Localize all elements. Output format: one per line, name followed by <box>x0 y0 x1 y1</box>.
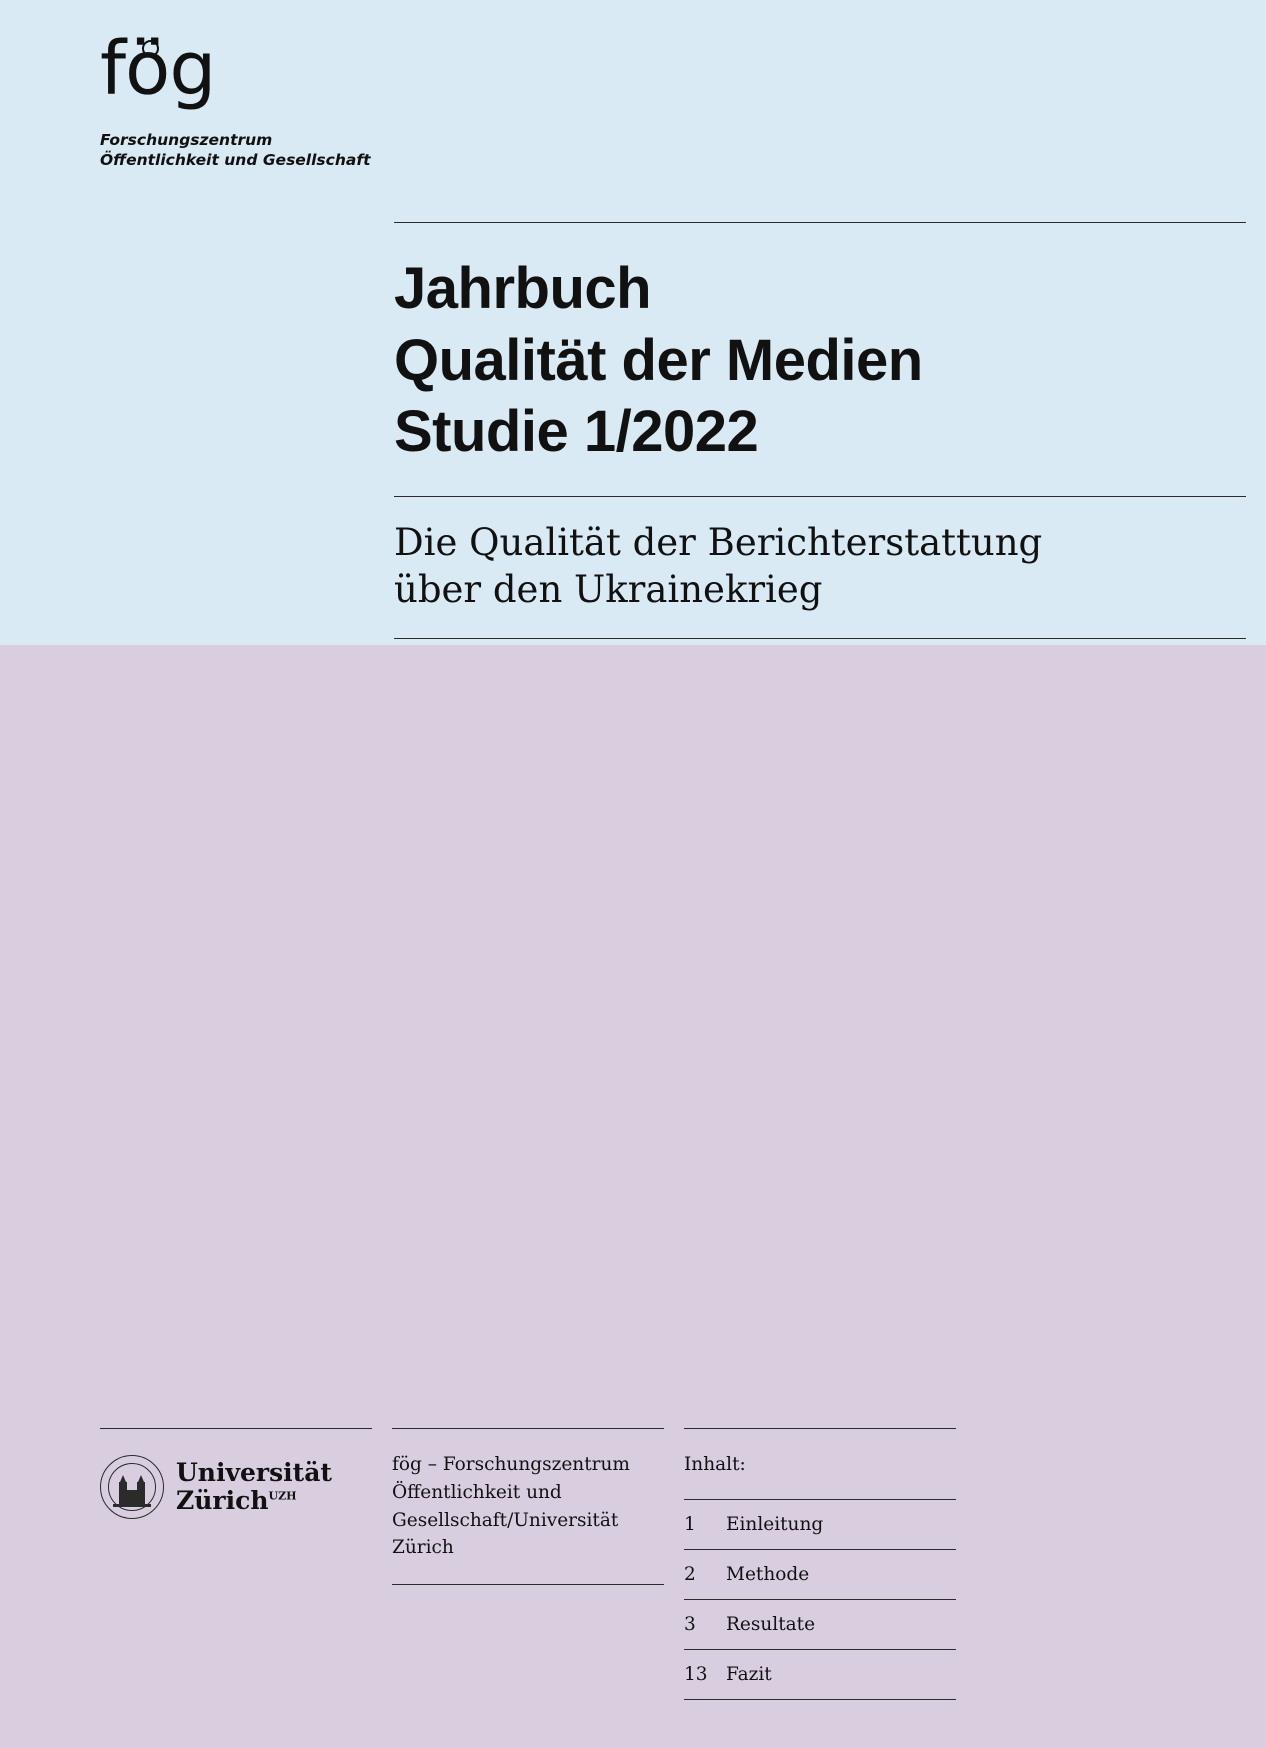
foeg-ring-icon <box>142 40 159 57</box>
institute-address-line3: Gesellschaft/Universität <box>392 1509 619 1531</box>
toc-entry[interactable] <box>684 1600 956 1649</box>
uzh-wordmark-line1: Universität <box>176 1458 332 1487</box>
toc-entry-title: Einleitung <box>726 1513 824 1535</box>
toc-entry[interactable] <box>684 1550 956 1599</box>
institute-address <box>392 1451 664 1562</box>
toc-entry[interactable] <box>684 1500 956 1549</box>
uzh-wordmark-superscript: UZH <box>268 1489 297 1503</box>
footer-institute-column <box>392 1428 664 1585</box>
toc-entry-number: 13 <box>684 1663 708 1685</box>
toc-entry[interactable] <box>684 1650 956 1699</box>
page-subtitle-line1: Die Qualität der Berichterstattung <box>394 520 1043 564</box>
footer-university-column <box>100 1428 372 1519</box>
foeg-logo <box>100 26 400 171</box>
toc-entry-number: 1 <box>684 1513 696 1535</box>
page-title <box>394 253 1246 468</box>
toc-rule-top <box>684 1428 956 1429</box>
toc-entry-number: 2 <box>684 1563 696 1585</box>
footer <box>100 1428 1166 1700</box>
uzh-wordmark <box>176 1459 332 1515</box>
foeg-logo-subtitle <box>100 130 400 171</box>
institute-address-line2: Öffentlichkeit und <box>392 1481 562 1503</box>
title-rule-middle <box>394 496 1246 497</box>
institute-address-line1: fög – Forschungszentrum <box>392 1454 630 1475</box>
uzh-seal-nave <box>125 1490 139 1504</box>
toc-entry-title: Fazit <box>726 1663 772 1685</box>
page-title-line2: Qualität der Medien <box>394 327 923 393</box>
foeg-wordmark-text: fög <box>100 26 216 112</box>
footer-toc-column <box>684 1428 956 1700</box>
foeg-logo-subtitle-line1: Forschungszentrum <box>100 131 273 149</box>
page-subtitle <box>394 519 1246 614</box>
toc-label: Inhalt: <box>684 1454 746 1475</box>
university-column-rule <box>100 1428 372 1429</box>
toc-entry-title: Methode <box>726 1563 810 1585</box>
uzh-seal-base <box>113 1504 151 1507</box>
toc-rule-4 <box>684 1699 956 1700</box>
institute-column-rule-bottom <box>392 1584 664 1585</box>
foeg-wordmark <box>100 26 400 126</box>
uzh-logo <box>100 1455 372 1519</box>
page-title-line3: Studie 1/2022 <box>394 399 759 465</box>
title-block <box>394 222 1246 639</box>
institute-address-line4: Zürich <box>392 1537 454 1559</box>
toc-entry-title: Resultate <box>726 1613 816 1635</box>
uzh-seal-icon <box>100 1455 164 1519</box>
uzh-wordmark-line2-wrap <box>176 1487 332 1515</box>
foeg-logo-subtitle-line2: Öffentlichkeit und Gesellschaft <box>100 151 371 170</box>
uzh-wordmark-line2: Zürich <box>176 1486 269 1515</box>
title-rule-bottom <box>394 638 1246 639</box>
page-title-line1: Jahrbuch <box>394 256 652 321</box>
title-rule-top <box>394 222 1246 223</box>
toc-entry-number: 3 <box>684 1613 696 1635</box>
page-subtitle-line2: über den Ukrainekrieg <box>394 568 823 612</box>
institute-column-rule-top <box>392 1428 664 1429</box>
